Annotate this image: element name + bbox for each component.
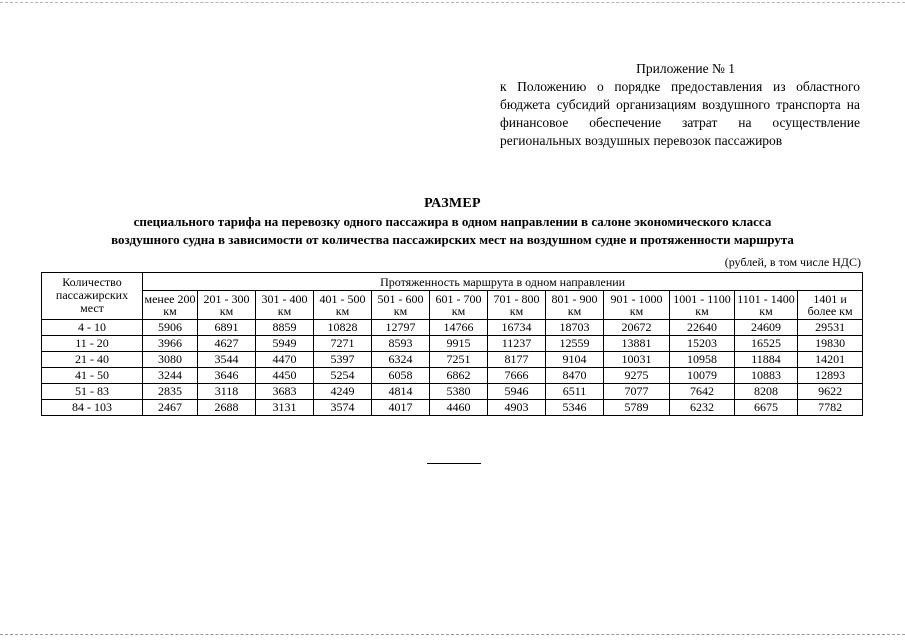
- distance-column-header: 301 - 400 км: [256, 291, 314, 320]
- tariff-value-cell: 8177: [488, 352, 546, 368]
- tariff-value-cell: 20672: [604, 320, 670, 336]
- distance-group-header: Протяженность маршрута в одном направлении: [143, 273, 863, 291]
- tariff-value-cell: 15203: [670, 336, 735, 352]
- tariff-value-cell: 6862: [430, 368, 488, 384]
- tariff-value-cell: 7251: [430, 352, 488, 368]
- tariff-table: [41, 272, 863, 416]
- tariff-value-cell: 3244: [143, 368, 198, 384]
- table-row: [42, 384, 863, 400]
- tariff-value-cell: 7782: [798, 400, 863, 416]
- tariff-value-cell: 4460: [430, 400, 488, 416]
- distance-column-header: 601 - 700 км: [430, 291, 488, 320]
- tariff-value-cell: 6675: [735, 400, 798, 416]
- distance-columns-row: [42, 291, 863, 320]
- seats-range-cell: 4 - 10: [42, 320, 143, 336]
- document-title: РАЗМЕР: [424, 196, 481, 211]
- tariff-value-cell: 12893: [798, 368, 863, 384]
- tariff-value-cell: 5346: [546, 400, 604, 416]
- seats-range-cell: 84 - 103: [42, 400, 143, 416]
- scan-edge-top: [0, 2, 905, 3]
- tariff-value-cell: 10883: [735, 368, 798, 384]
- tariff-value-cell: 8859: [256, 320, 314, 336]
- subtitle-line-1: специального тарифа на перевозку одного пассажира в одном направлении в салоне экономического класса: [133, 214, 772, 229]
- distance-column-header: 401 - 500 км: [314, 291, 372, 320]
- tariff-value-cell: 3574: [314, 400, 372, 416]
- tariff-value-cell: 7077: [604, 384, 670, 400]
- tariff-value-cell: 6058: [372, 368, 430, 384]
- tariff-value-cell: 3131: [256, 400, 314, 416]
- distance-column-header: 201 - 300 км: [198, 291, 256, 320]
- tariff-value-cell: 14201: [798, 352, 863, 368]
- table-header-row: [42, 273, 863, 291]
- tariff-value-cell: 5949: [256, 336, 314, 352]
- tariff-value-cell: 10079: [670, 368, 735, 384]
- tariff-value-cell: 3544: [198, 352, 256, 368]
- tariff-value-cell: 5946: [488, 384, 546, 400]
- table-row: [42, 336, 863, 352]
- tariff-value-cell: 5397: [314, 352, 372, 368]
- distance-column-header: 901 - 1000 км: [604, 291, 670, 320]
- tariff-value-cell: 29531: [798, 320, 863, 336]
- seats-range-cell: 21 - 40: [42, 352, 143, 368]
- distance-column-header: менее 200 км: [144, 292, 196, 318]
- tariff-value-cell: 7642: [670, 384, 735, 400]
- tariff-value-cell: 12797: [372, 320, 430, 336]
- tariff-value-cell: 8208: [735, 384, 798, 400]
- tariff-value-cell: 2688: [198, 400, 256, 416]
- distance-column-header: 1101 - 1400 км: [735, 291, 798, 320]
- seats-range-cell: 11 - 20: [42, 336, 143, 352]
- table-row: [42, 320, 863, 336]
- distance-column-header: 1001 - 1100 км: [670, 291, 735, 320]
- tariff-value-cell: 3966: [143, 336, 198, 352]
- tariff-value-cell: 24609: [735, 320, 798, 336]
- table-row: [42, 400, 863, 416]
- tariff-value-cell: 7666: [488, 368, 546, 384]
- distance-column-header: 501 - 600 км: [372, 291, 430, 320]
- seats-column-header: Количество пассажирских мест: [42, 273, 143, 320]
- tariff-value-cell: 6232: [670, 400, 735, 416]
- tariff-value-cell: 10958: [670, 352, 735, 368]
- tariff-value-cell: 3118: [198, 384, 256, 400]
- tariff-value-cell: 9275: [604, 368, 670, 384]
- tariff-value-cell: 9622: [798, 384, 863, 400]
- tariff-value-cell: 4814: [372, 384, 430, 400]
- tariff-value-cell: 22640: [670, 320, 735, 336]
- tariff-value-cell: 3683: [256, 384, 314, 400]
- end-divider: [427, 463, 481, 464]
- tariff-value-cell: 10031: [604, 352, 670, 368]
- distance-column-header: 1401 и более км: [798, 291, 863, 320]
- tariff-value-cell: 3646: [198, 368, 256, 384]
- tariff-value-cell: 16734: [488, 320, 546, 336]
- tariff-value-cell: 18703: [546, 320, 604, 336]
- tariff-value-cell: 13881: [604, 336, 670, 352]
- tariff-value-cell: 5789: [604, 400, 670, 416]
- tariff-value-cell: 5380: [430, 384, 488, 400]
- tariff-value-cell: 5254: [314, 368, 372, 384]
- tariff-value-cell: 4450: [256, 368, 314, 384]
- document-subtitle: [30, 213, 875, 249]
- tariff-value-cell: 4249: [314, 384, 372, 400]
- tariff-value-cell: 4627: [198, 336, 256, 352]
- table-row: [42, 368, 863, 384]
- tariff-value-cell: 3080: [143, 352, 198, 368]
- tariff-value-cell: 2467: [143, 400, 198, 416]
- tariff-value-cell: 6891: [198, 320, 256, 336]
- distance-column-header: 701 - 800 км: [488, 291, 546, 320]
- tariff-value-cell: 6324: [372, 352, 430, 368]
- tariff-value-cell: 7271: [314, 336, 372, 352]
- table-body: [42, 320, 863, 416]
- tariff-value-cell: 11237: [488, 336, 546, 352]
- tariff-value-cell: 19830: [798, 336, 863, 352]
- scan-edge-bottom: [0, 634, 905, 635]
- subtitle-line-2: воздушного судна в зависимости от количества пассажирских мест на воздушном судне и протяженности маршрута: [111, 232, 794, 247]
- tariff-value-cell: 4017: [372, 400, 430, 416]
- tariff-value-cell: 9104: [546, 352, 604, 368]
- tariff-value-cell: 2835: [143, 384, 198, 400]
- tariff-value-cell: 12559: [546, 336, 604, 352]
- tariff-value-cell: 10828: [314, 320, 372, 336]
- tariff-value-cell: 9915: [430, 336, 488, 352]
- appendix-number: Приложение № 1: [636, 61, 735, 76]
- seats-range-cell: 41 - 50: [42, 368, 143, 384]
- unit-note: (рублей, в том числе НДС): [724, 255, 861, 269]
- tariff-value-cell: 8593: [372, 336, 430, 352]
- tariff-value-cell: 14766: [430, 320, 488, 336]
- tariff-value-cell: 5906: [143, 320, 198, 336]
- tariff-value-cell: 4903: [488, 400, 546, 416]
- tariff-value-cell: 8470: [546, 368, 604, 384]
- tariff-value-cell: 6511: [546, 384, 604, 400]
- appendix-text: к Положению о порядке предоставления из областного бюджета субсидий организациям воздушного транспорта на финансовое обеспечение затрат на осуществление региональных воздушных перевозок пассажиров: [500, 79, 860, 148]
- table-row: [42, 352, 863, 368]
- appendix-block: [500, 60, 860, 150]
- tariff-value-cell: 16525: [735, 336, 798, 352]
- tariff-value-cell: 4470: [256, 352, 314, 368]
- seats-range-cell: 51 - 83: [42, 384, 143, 400]
- tariff-value-cell: 11884: [735, 352, 798, 368]
- distance-column-header: 801 - 900 км: [546, 291, 604, 320]
